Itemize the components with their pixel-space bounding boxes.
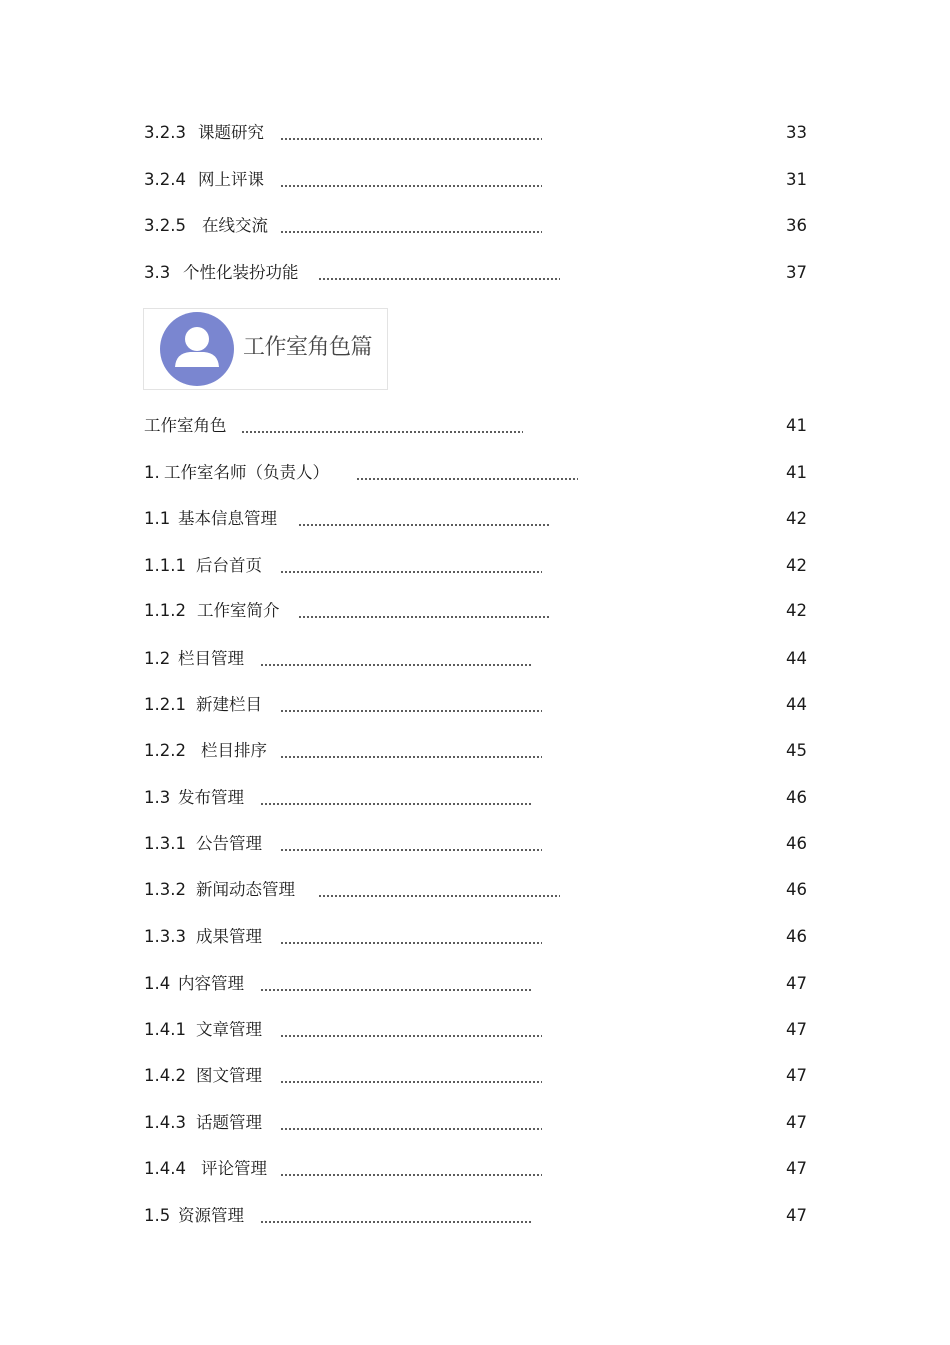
toc-title: 内容管理 — [178, 974, 244, 993]
toc-page-number: 36 — [786, 216, 807, 235]
toc-leader-dots — [241, 413, 523, 439]
toc-entry[interactable] — [144, 553, 807, 579]
toc-leader-dots — [280, 692, 542, 718]
toc-page-number: 47 — [786, 1066, 807, 1085]
toc-entry[interactable] — [144, 831, 807, 857]
toc-number: 1.1 — [144, 509, 171, 528]
toc-entry[interactable] — [144, 167, 807, 193]
toc-title: 文章管理 — [196, 1020, 262, 1039]
toc-entry[interactable] — [144, 1110, 807, 1136]
toc-number: 1.3.1 — [144, 834, 186, 853]
toc-title: 新闻动态管理 — [196, 880, 295, 899]
toc-entry[interactable] — [144, 120, 807, 146]
toc-leader-dots — [280, 1063, 542, 1089]
toc-title: 发布管理 — [178, 788, 244, 807]
toc-title: 网上评课 — [198, 170, 264, 189]
toc-title: 基本信息管理 — [178, 509, 277, 528]
toc-leader-dots — [280, 1156, 542, 1182]
toc-page-number: 44 — [786, 695, 807, 714]
toc-leader-dots — [280, 120, 542, 146]
toc-leader-dots — [280, 1110, 542, 1136]
toc-number: 1.3 — [144, 788, 171, 807]
toc-title: 公告管理 — [196, 834, 262, 853]
toc-number: 1.3.2 — [144, 880, 186, 899]
toc-entry[interactable] — [144, 1063, 807, 1089]
toc-page-number: 41 — [786, 416, 807, 435]
toc-title: 话题管理 — [196, 1113, 262, 1132]
toc-page-number: 41 — [786, 463, 807, 482]
toc-entry[interactable] — [144, 646, 807, 672]
toc-page-number: 47 — [786, 1020, 807, 1039]
toc-entry[interactable] — [144, 877, 807, 903]
toc-entry[interactable] — [144, 971, 807, 997]
toc-page-number: 46 — [786, 788, 807, 807]
toc-entry[interactable] — [144, 1203, 807, 1229]
toc-page-number: 46 — [786, 834, 807, 853]
toc-leader-dots — [298, 598, 550, 624]
toc-leader-dots — [280, 924, 542, 950]
toc-entry[interactable] — [144, 1156, 807, 1182]
toc-number: 1.3.3 — [144, 927, 186, 946]
toc-page-number: 47 — [786, 1113, 807, 1132]
toc-entry[interactable] — [144, 460, 807, 486]
toc-entry[interactable] — [144, 413, 807, 439]
toc-page-number: 31 — [786, 170, 807, 189]
toc-page-number: 47 — [786, 974, 807, 993]
toc-entry[interactable] — [144, 506, 807, 532]
toc-title: 新建栏目 — [196, 695, 262, 714]
toc-leader-dots — [260, 785, 532, 811]
toc-number: 1.1.1 — [144, 556, 186, 575]
toc-page-number: 42 — [786, 509, 807, 528]
toc-number: 1.4 — [144, 974, 171, 993]
toc-title: 资源管理 — [178, 1206, 244, 1225]
toc-number: 1.5 — [144, 1206, 171, 1225]
toc-number: 1.4.4 — [144, 1159, 186, 1178]
toc-number: 1.4.1 — [144, 1020, 186, 1039]
toc-title: 栏目管理 — [178, 649, 244, 668]
toc-leader-dots — [318, 260, 560, 286]
toc-page-number: 42 — [786, 556, 807, 575]
section-banner-label: 工作室角色篇 — [243, 335, 373, 360]
toc-title: 后台首页 — [196, 556, 262, 575]
toc-page-number: 33 — [786, 123, 807, 142]
toc-title: 在线交流 — [202, 216, 268, 235]
toc-page-number: 46 — [786, 927, 807, 946]
toc-leader-dots — [318, 877, 560, 903]
toc-title: 评论管理 — [201, 1159, 267, 1178]
toc-entry[interactable] — [144, 260, 807, 286]
toc-page-number: 47 — [786, 1206, 807, 1225]
toc-leader-dots — [280, 738, 542, 764]
toc-entry[interactable] — [144, 213, 807, 239]
toc-entry[interactable] — [144, 598, 807, 624]
toc-title: 成果管理 — [196, 927, 262, 946]
toc-entry[interactable] — [144, 692, 807, 718]
toc-number: 1.2 — [144, 649, 171, 668]
toc-page-number: 47 — [786, 1159, 807, 1178]
toc-number: 1. — [144, 463, 160, 482]
user-avatar-icon — [160, 312, 234, 386]
toc-leader-dots — [280, 167, 542, 193]
toc-leader-dots — [280, 831, 542, 857]
toc-leader-dots — [260, 646, 532, 672]
toc-page-number: 37 — [786, 263, 807, 282]
toc-number: 1.1.2 — [144, 601, 186, 620]
toc-number: 1.2.1 — [144, 695, 186, 714]
toc-number: 3.2.3 — [144, 123, 186, 142]
toc-leader-dots — [356, 460, 578, 486]
toc-page-number: 45 — [786, 741, 807, 760]
toc-title: 栏目排序 — [201, 741, 267, 760]
toc-title: 工作室角色 — [144, 416, 227, 435]
toc-page-number: 46 — [786, 880, 807, 899]
toc-page-number: 42 — [786, 601, 807, 620]
section-banner — [143, 308, 388, 390]
toc-number: 1.2.2 — [144, 741, 186, 760]
toc-title: 个性化装扮功能 — [183, 263, 299, 282]
toc-leader-dots — [298, 506, 550, 532]
toc-number: 1.4.3 — [144, 1113, 186, 1132]
toc-title: 课题研究 — [198, 123, 264, 142]
toc-page-number: 44 — [786, 649, 807, 668]
toc-number: 3.2.4 — [144, 170, 186, 189]
toc-title: 工作室简介 — [197, 601, 280, 620]
toc-number: 1.4.2 — [144, 1066, 186, 1085]
toc-entry[interactable] — [144, 785, 807, 811]
toc-leader-dots — [260, 1203, 532, 1229]
toc-leader-dots — [280, 1017, 542, 1043]
toc-entry[interactable] — [144, 1017, 807, 1043]
toc-leader-dots — [280, 213, 542, 239]
toc-entry[interactable] — [144, 738, 807, 764]
toc-title: 工作室名师（负责人） — [164, 463, 329, 482]
toc-entry[interactable] — [144, 924, 807, 950]
toc-leader-dots — [280, 553, 542, 579]
toc-title: 图文管理 — [196, 1066, 262, 1085]
toc-leader-dots — [260, 971, 532, 997]
toc-number: 3.3 — [144, 263, 171, 282]
toc-number: 3.2.5 — [144, 216, 186, 235]
